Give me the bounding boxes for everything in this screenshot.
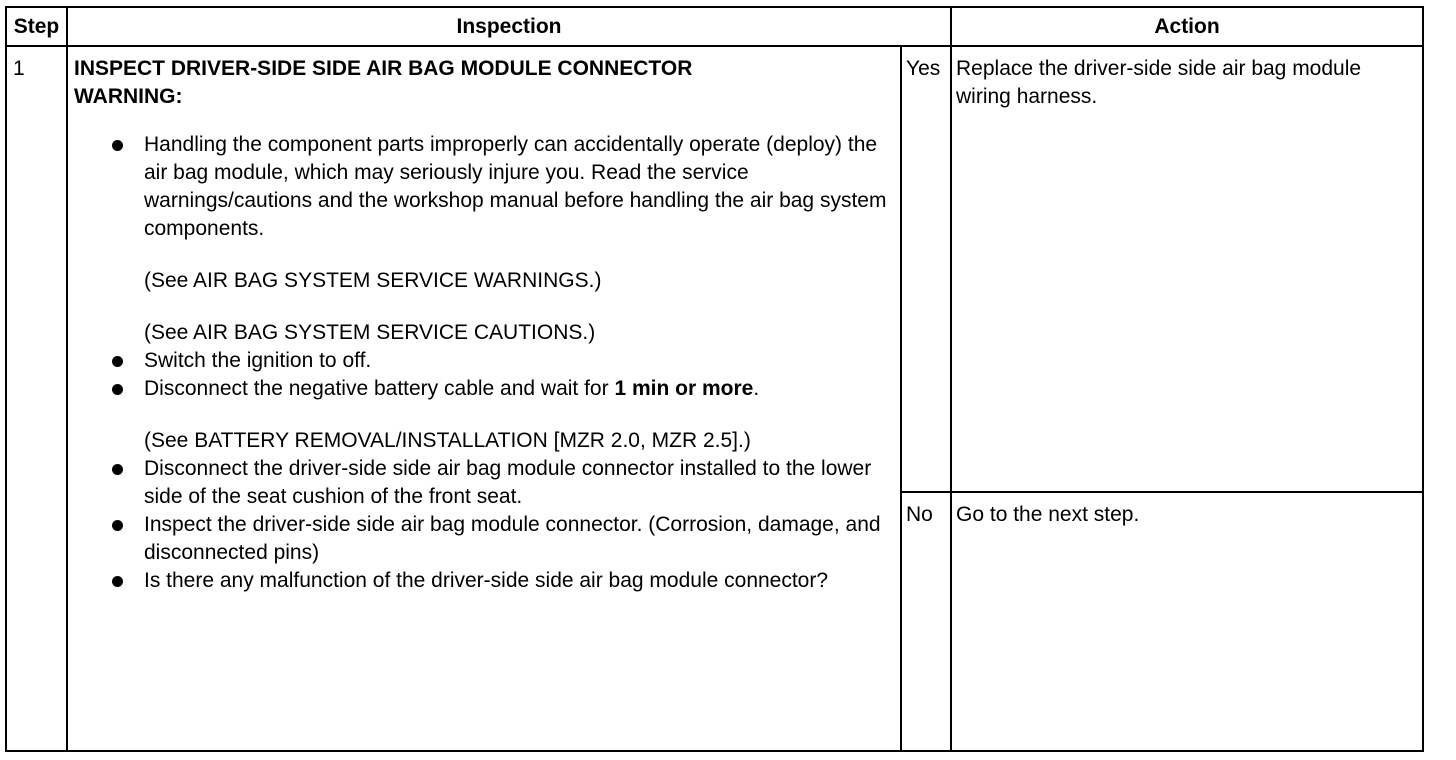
bullet-icon xyxy=(112,356,123,367)
procedure-table xyxy=(5,6,1424,752)
inspection-title-line1: INSPECT DRIVER-SIDE SIDE AIR BAG MODULE CONNECTOR xyxy=(74,57,693,80)
bullet-icon xyxy=(112,140,123,151)
header-step: Step xyxy=(6,7,67,46)
bullet-disconnect-battery: Disconnect the negative battery cable and wait for 1 min or more. (See BATTERY REMOVAL/INSTALLATION [MZR 2.0, MZR 2.5].) xyxy=(144,375,890,455)
bullet-inspect-connector: Inspect the driver-side side air bag module connector. (Corrosion, damage, and disconnected pins) xyxy=(144,511,890,567)
yes-action: Replace the driver-side side air bag module wiring harness. xyxy=(951,46,1423,492)
step-number: 1 xyxy=(6,46,67,751)
no-label: No xyxy=(901,492,951,751)
inspection-bullets xyxy=(74,131,890,595)
step-row-yes xyxy=(6,46,1423,492)
bullet-icon xyxy=(112,464,123,475)
bullet-ignition-off: Switch the ignition to off. xyxy=(144,347,890,375)
inspection-cell xyxy=(67,46,901,751)
header-inspection: Inspection xyxy=(67,7,951,46)
header-action: Action xyxy=(951,7,1423,46)
bullet-handling-warning: Handling the component parts improperly can accidentally operate (deploy) the air bag module, which may seriously injure you. Read the service warnings/cautions and the workshop manual before handling the air bag system components. (See AIR BAG SYSTEM SERVICE WARNINGS.) (See AIR BAG SYSTEM SERVICE CAUTIONS.) xyxy=(144,131,890,347)
inspection-title xyxy=(74,55,890,111)
bullet-malfunction-question: Is there any malfunction of the driver-side side air bag module connector? xyxy=(144,567,890,595)
wait-duration: 1 min or more xyxy=(614,377,754,400)
bullet-disconnect-connector: Disconnect the driver-side side air bag module connector installed to the lower side of the seat cushion of the front seat. xyxy=(144,455,890,511)
yes-label: Yes xyxy=(901,46,951,492)
warning-label: WARNING: xyxy=(74,85,183,108)
bullet-icon xyxy=(112,384,123,395)
bullet-icon xyxy=(112,576,123,587)
header-row xyxy=(6,7,1423,46)
no-action: Go to the next step. xyxy=(951,492,1423,751)
bullet-icon xyxy=(112,520,123,531)
ref-service-cautions: (See AIR BAG SYSTEM SERVICE CAUTIONS.) xyxy=(144,321,596,344)
ref-battery-removal: (See BATTERY REMOVAL/INSTALLATION [MZR 2.0, MZR 2.5].) xyxy=(144,429,751,452)
ref-service-warnings: (See AIR BAG SYSTEM SERVICE WARNINGS.) xyxy=(144,269,602,292)
